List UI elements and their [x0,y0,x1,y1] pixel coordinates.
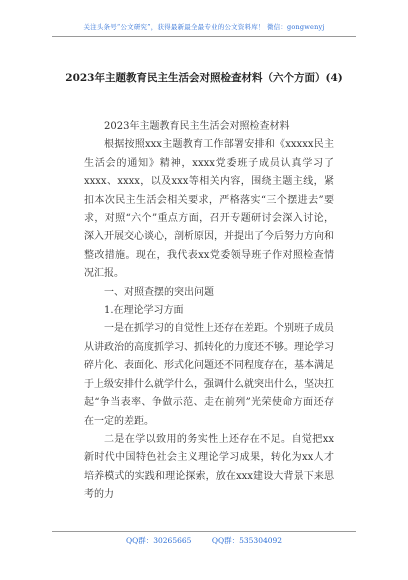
paragraph-theory-study-2: 二是在学以致用的务实性上还存在不足。自觉把xx新时代中国特色社会主义理论学习成果，转化为xx人才培养模式的实践和理论探索，放在xxx建设大背景下来思考的力 [84,433,334,501]
section-heading: 一、对照查摆的突出问题 [104,286,214,298]
footer-qq-group-2: QQ群：535304092 [211,536,283,545]
document-subtitle: 2023年主题教育民主生活会对照检查材料 [104,121,290,132]
document-body [84,118,334,505]
intro-paragraph: 根据按照xxx主题教育工作部署安排和《xxxxx民主生活会的通知》精神，xxxx党委班子成员认真学习了xxxx、xxxx，以及xxx等相关内容，围绕主题主线，紧扣本次民主生活会相关要求，严格落实“三个摆进去”要求，对照“六个”重点方面，召开专题研讨会深入讨论，深入开展交心谈心，剖析原因，并提出了今后努力方向和整改措施。现在，我代表xx党委领导班子作对照检查情况汇报。 [84,139,334,280]
header-divider [52,36,356,37]
paragraph-theory-study-1: 一是在抓学习的自觉性上还存在差距。个别班子成员从讲政治的高度抓学习、抓转化的力度还不够。理论学习碎片化、表面化、形式化问题还不同程度存在，基本满足于上级安排什么就学什么，强调什么就突出什么，坚决扛起“争当表率、争做示范、走在前列”光荣使命方面还存在一定的差距。 [84,323,334,427]
document-title: 2023年主题教育民主生活会对照检查材料（六个方面）(4) [65,72,343,84]
footer-qq-group-1: QQ群：30265665 [125,536,192,545]
subsection-heading: 1.在理论学习方面 [104,305,184,317]
footer-divider [52,531,356,532]
footer [0,535,408,546]
header-note: 关注头条号“公文研究”，获得最新最全最专业的公文资料库！ 微信：gongwenyj [83,23,325,31]
